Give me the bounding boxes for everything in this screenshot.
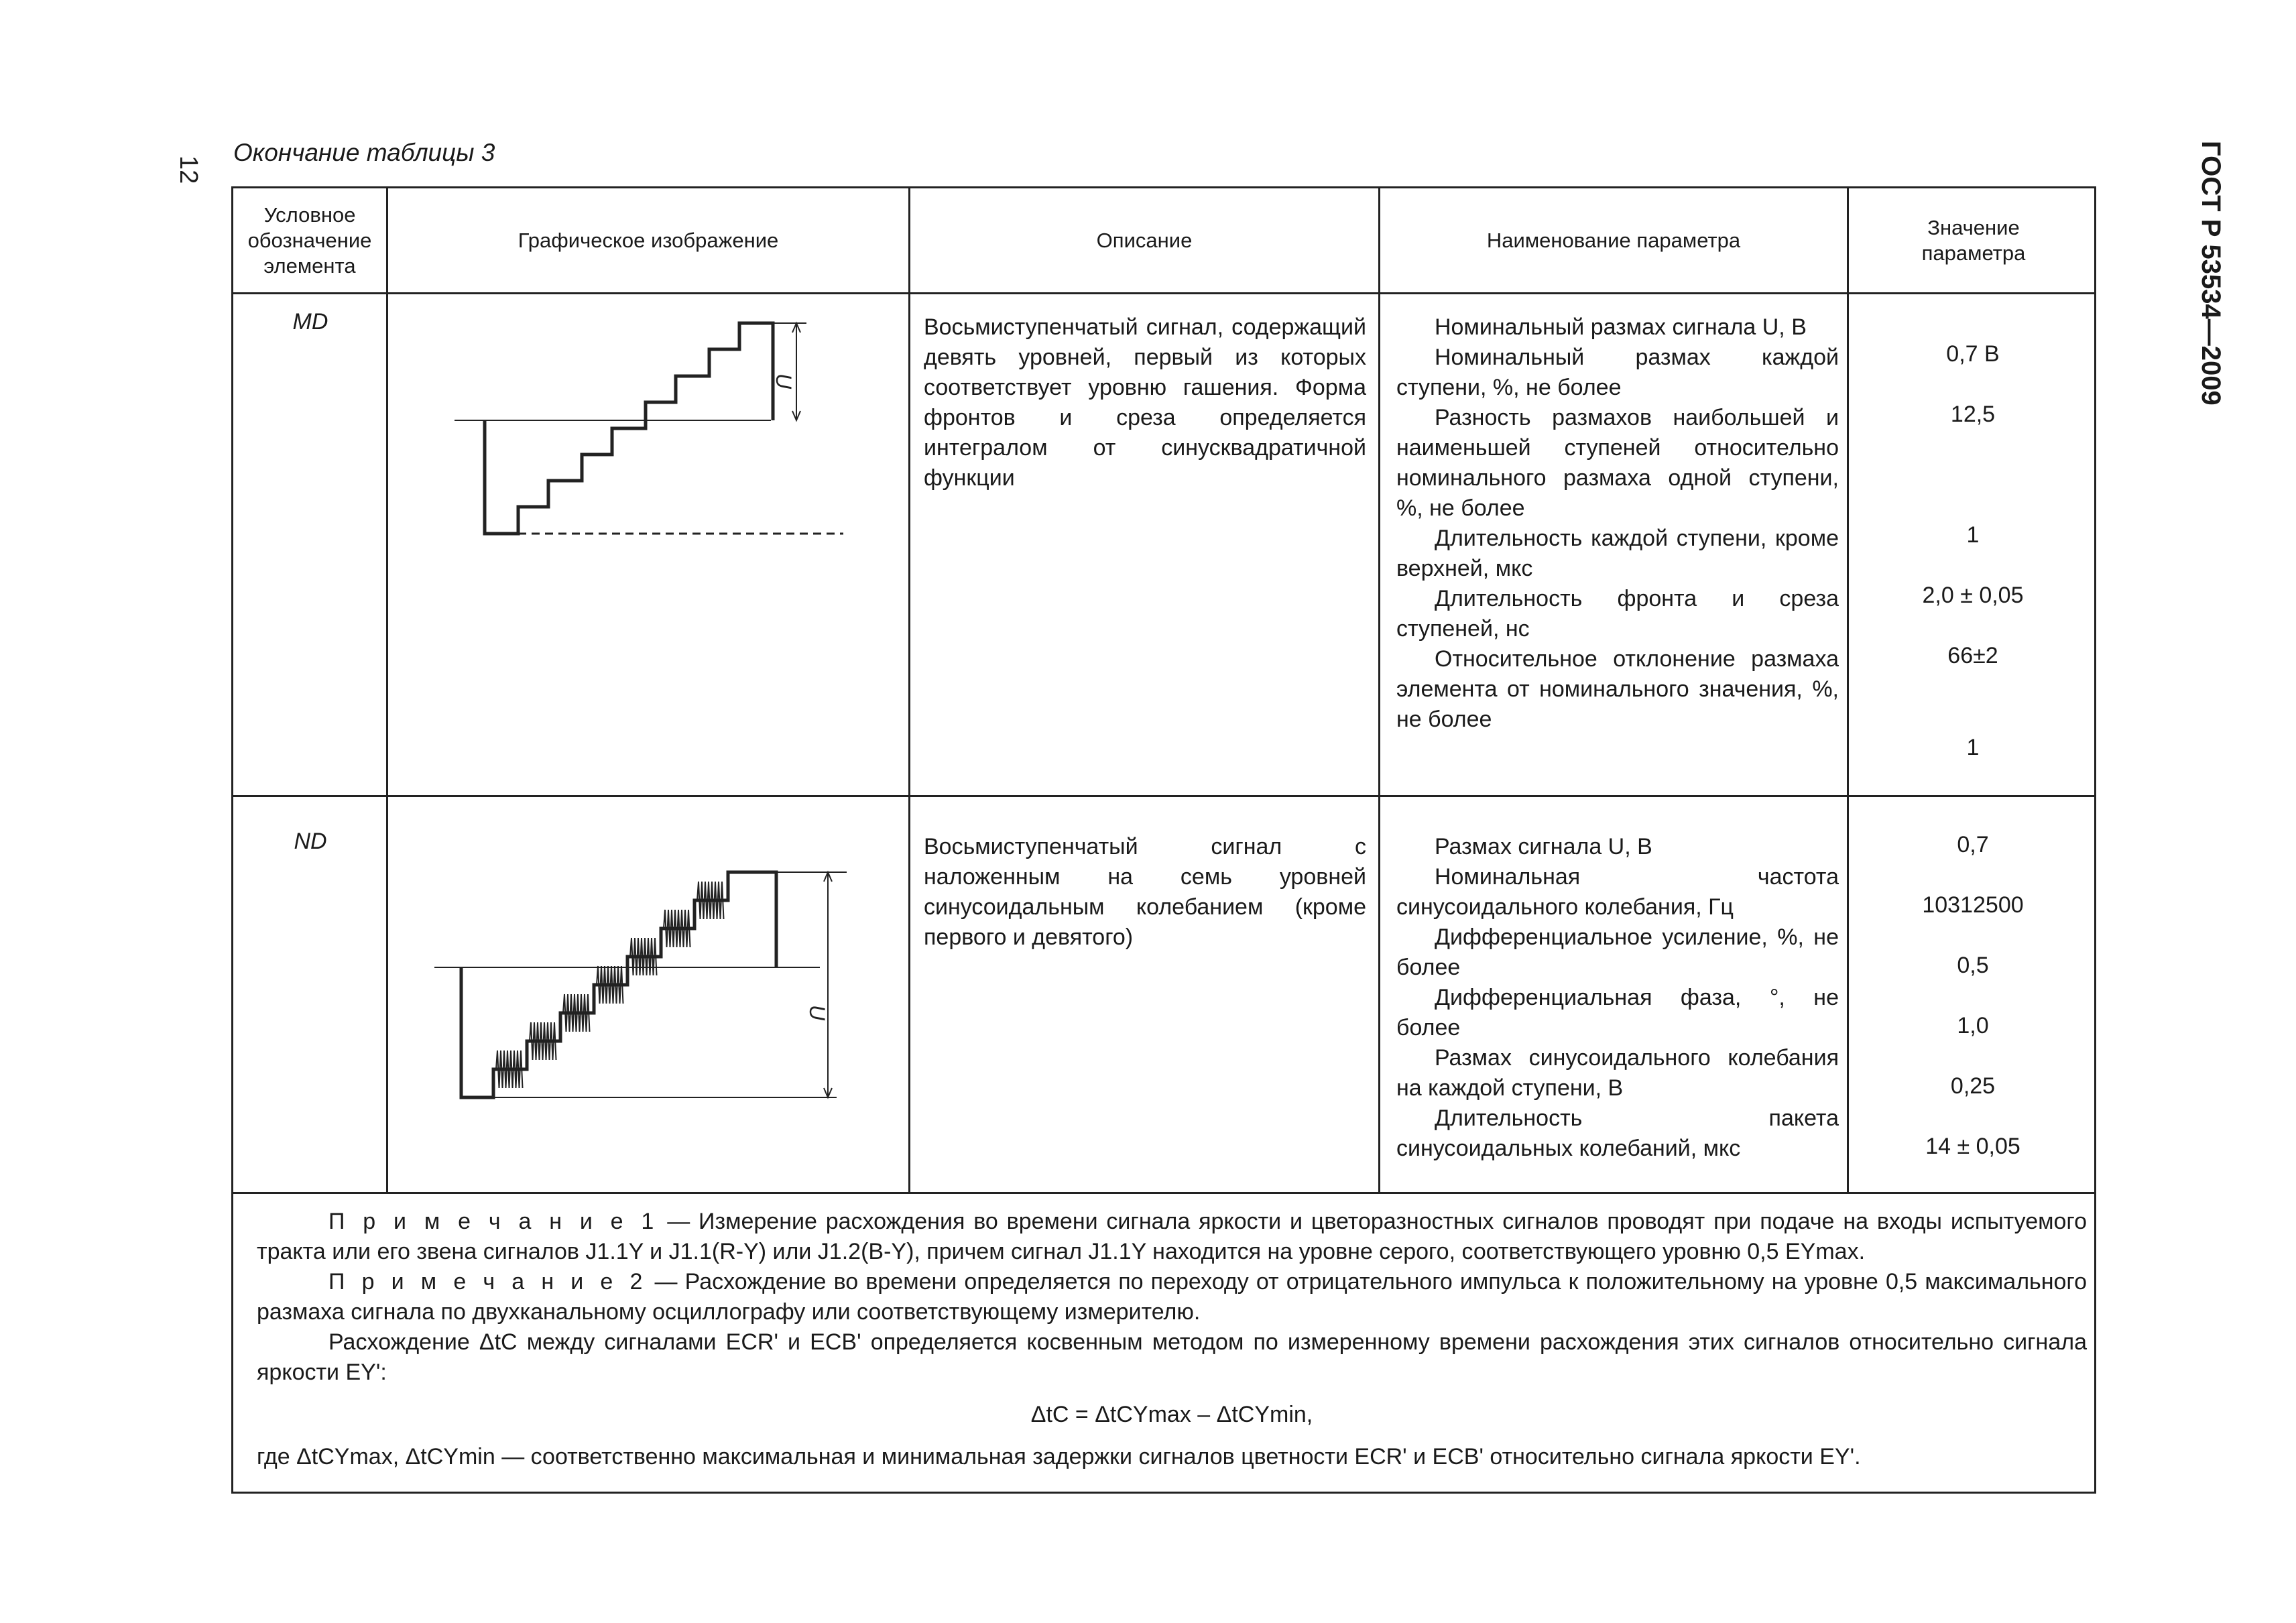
param-item: Длительность каждой ступени, кроме верхней, мкс — [1396, 526, 1839, 581]
sine-burst — [630, 938, 657, 975]
param-item: Дифференциальная фаза, °, не более — [1396, 985, 1839, 1040]
param-item: Размах синусоидального колебания на каждой ступени, В — [1396, 1045, 1839, 1101]
note-1-text: — Измерение расхождения во времени сигнала яркости и цветоразностных сигналов проводят при подаче на входы испытуемого тракта или его звена сигналов J1.1Y и J1.1(R-Y) или J1.2(B-Y), причем сигнал J1.1Y находится на уровне серого, соответствующего уровню 0,5 EYmax. — [257, 1209, 2087, 1264]
param-item: Длительность пакета синусоидальных колебаний, мкс — [1396, 1105, 1839, 1161]
param-value: 12,5 — [1950, 402, 1996, 427]
param-item: Номинальный размах каждой ступени, %, не более — [1396, 345, 1839, 400]
param-item: Номинальная частота синусоидального колебания, Гц — [1396, 864, 1839, 920]
note-paragraph-where: где ΔtCYmax, ΔtCYmin — соответственно максимальная и минимальная задержки сигналов цветности ECR' и ECB' относительно сигнала яркости EY'. — [257, 1444, 1861, 1469]
staircase-sine-signal-graph — [434, 812, 850, 1174]
table-notes — [257, 1207, 2087, 1472]
param-item: Относительное отклонение размаха элемента от номинального значения, %, не более — [1396, 646, 1839, 732]
param-value: 2,0 ± 0,05 — [1922, 583, 2024, 608]
header-description: Описание — [1096, 228, 1193, 252]
staircase-signal-graph — [455, 301, 857, 743]
param-value: 0,25 — [1950, 1073, 1996, 1099]
note-2-text: — Расхождение во времени определяется по переходу от отрицательного импульса к положительному на уровне 0,5 максимального размаха сигнала по двухканальному осциллографу или соответствующему измерителю. — [257, 1269, 2087, 1325]
param-value: 1 — [1966, 522, 1980, 548]
param-value: 0,7 В — [1946, 341, 2000, 367]
param-value: 1 — [1966, 735, 1980, 760]
row-params-md — [1396, 312, 1839, 735]
sine-burst — [530, 1022, 556, 1060]
header-param-value: Значение параметра — [1921, 215, 2026, 265]
param-value: 1,0 — [1957, 1013, 1989, 1038]
sine-burst — [697, 882, 724, 919]
sine-burst — [563, 994, 590, 1032]
column-divider — [908, 188, 910, 1194]
note-1-label: П р и м е ч а н и е 1 — [328, 1209, 659, 1234]
header-divider — [233, 292, 2094, 294]
sine-burst — [597, 966, 623, 1004]
param-value: 0,5 — [1957, 953, 1989, 978]
header-param-name: Наименование параметра — [1486, 228, 1741, 252]
row-description-nd: Восьмиступенчатый сигнал с наложенным на семь уровней синусоидальным колебанием (кроме первого и девятого) — [924, 834, 1366, 950]
table-caption: Окончание таблицы 3 — [233, 139, 495, 166]
page-number: 12 — [174, 156, 202, 184]
sine-burst — [664, 910, 690, 947]
formula: ΔtC = ΔtCYmax – ΔtCYmin, — [1030, 1402, 1313, 1427]
param-item: Разность размахов наибольшей и наименьшей ступеней относительно номинального размаха одной ступени, %, не более — [1396, 405, 1839, 521]
column-divider — [1847, 188, 1849, 1194]
note-2-label: П р и м е ч а н и е 2 — [328, 1269, 648, 1295]
row-divider — [233, 795, 2094, 797]
header-symbol: Условное обозначение элемента — [247, 202, 372, 278]
row-description-md: Восьмиступенчатый сигнал, содержащий девять уровней, первый из которых соответствует уровню гашения. Форма фронтов и среза определяется интегралом от синусквадратичной функции — [924, 314, 1366, 491]
sine-burst — [496, 1050, 523, 1088]
param-value: 14 ± 0,05 — [1925, 1134, 2020, 1159]
row-symbol-nd: ND — [294, 829, 327, 854]
notes-divider — [233, 1192, 2094, 1194]
note-paragraph: Расхождение ΔtC между сигналами ECR' и ECB' определяется косвенным методом по измеренному времени расхождения этих сигналов относительно сигнала яркости EY': — [257, 1329, 2087, 1385]
param-item: Размах сигнала U, В — [1435, 834, 1652, 859]
param-value: 0,7 — [1957, 832, 1989, 857]
param-item: Длительность фронта и среза ступеней, нс — [1396, 586, 1839, 642]
column-divider — [1378, 188, 1380, 1194]
standard-code: ГОСТ Р 53534—2009 — [2196, 141, 2226, 406]
graph-axis-label: U — [805, 1005, 829, 1021]
graph-axis-label: U — [772, 373, 796, 389]
row-symbol-md: MD — [292, 309, 328, 335]
column-divider — [386, 188, 388, 1194]
param-item: Дифференциальное усиление, %, не более — [1396, 924, 1839, 980]
param-value: 66±2 — [1947, 643, 1998, 668]
param-item: Номинальный размах сигнала U, В — [1435, 314, 1807, 340]
note-2 — [257, 1267, 2087, 1327]
note-1 — [257, 1207, 2087, 1267]
param-value: 10312500 — [1922, 892, 2024, 918]
header-graphic: Графическое изображение — [518, 228, 779, 252]
row-params-nd — [1396, 832, 1839, 1164]
